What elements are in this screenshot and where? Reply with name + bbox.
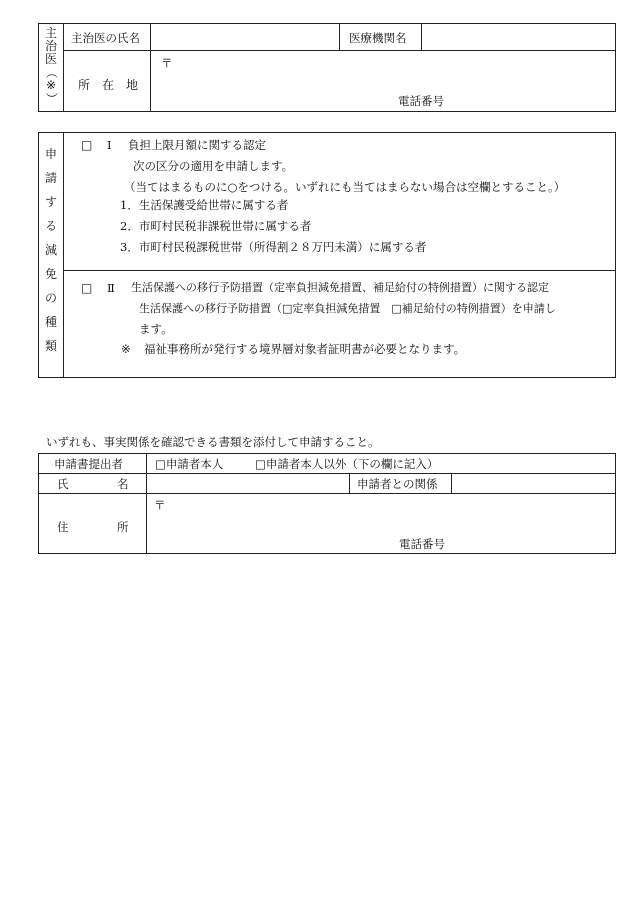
side-char: ）	[44, 92, 59, 105]
side-char: 申	[44, 147, 57, 161]
doctor-name-label: 主治医の氏名	[71, 31, 140, 45]
applicant-phone-label: 電話番号	[399, 537, 445, 551]
section1-note: （当てはまるものに○をつける。いずれにも当てはまらない場合は空欄とすること。）	[124, 180, 566, 194]
side-char: す	[44, 195, 57, 209]
section1-item: 1．生活保護受給世帯に属する者	[120, 198, 289, 212]
side-char: 種	[44, 315, 57, 329]
section2-body: 生活保護への移行予防措置（□定率負担減免措置 □補足給付の特例措置）を申請し	[139, 302, 556, 315]
side-char: 治	[44, 39, 57, 53]
attachment-notice: いずれも、事実関係を確認できる書類を添付して申請すること。	[46, 435, 380, 449]
section2-checkbox[interactable]: □	[81, 281, 93, 295]
address-label-char: 住	[57, 520, 69, 534]
side-char: る	[44, 219, 57, 233]
relation-label: 申請者との関係	[357, 477, 438, 491]
doctor-postal-mark: 〒	[161, 56, 173, 70]
side-char: ※	[45, 78, 57, 92]
side-char: （	[44, 66, 59, 79]
reduction-side-label	[44, 148, 58, 364]
option-other[interactable]: □申請者本人以外（下の欄に記入）	[255, 457, 439, 471]
section1-title: 負担上限月額に関する認定	[128, 138, 266, 152]
doctor-phone-label: 電話番号	[398, 94, 444, 108]
option-self[interactable]: □申請者本人	[155, 457, 224, 471]
side-char: 減	[44, 243, 57, 257]
section2-note: 福祉事務所が発行する境界層対象者証明書が必要となります。	[144, 342, 466, 356]
side-char: 類	[44, 339, 57, 353]
doctor-side-label	[44, 27, 58, 105]
doctor-address-label: 所 在 地	[78, 78, 139, 92]
side-char: 医	[44, 52, 57, 66]
side-char: 免	[44, 267, 57, 281]
section2-note-mark: ※	[121, 342, 131, 356]
section1-item: 2．市町村民税非課税世帯に属する者	[120, 219, 312, 233]
institution-label: 医療機関名	[349, 31, 407, 45]
name-label-char: 氏	[57, 477, 69, 491]
section2-body-cont: ます。	[139, 322, 173, 336]
section1-intro: 次の区分の適用を申請します。	[133, 159, 294, 173]
section2-title: 生活保護への移行予防措置（定率負担減免措置、補足給付の特例措置）に関する認定	[131, 281, 549, 294]
address-label-char: 所	[117, 520, 129, 534]
section1-checkbox[interactable]: □	[81, 138, 93, 152]
section1-numeral: Ⅰ	[107, 138, 112, 152]
applicant-postal-mark: 〒	[154, 498, 166, 512]
submitter-label: 申請書提出者	[54, 457, 123, 471]
side-char: 主	[44, 26, 57, 40]
side-char: 請	[44, 171, 57, 185]
section2-numeral: Ⅱ	[107, 281, 115, 295]
name-label-char: 名	[117, 477, 129, 491]
section1-item: 3．市町村民税課税世帯（所得割２８万円未満）に属する者	[120, 240, 427, 254]
side-char: の	[44, 291, 57, 305]
